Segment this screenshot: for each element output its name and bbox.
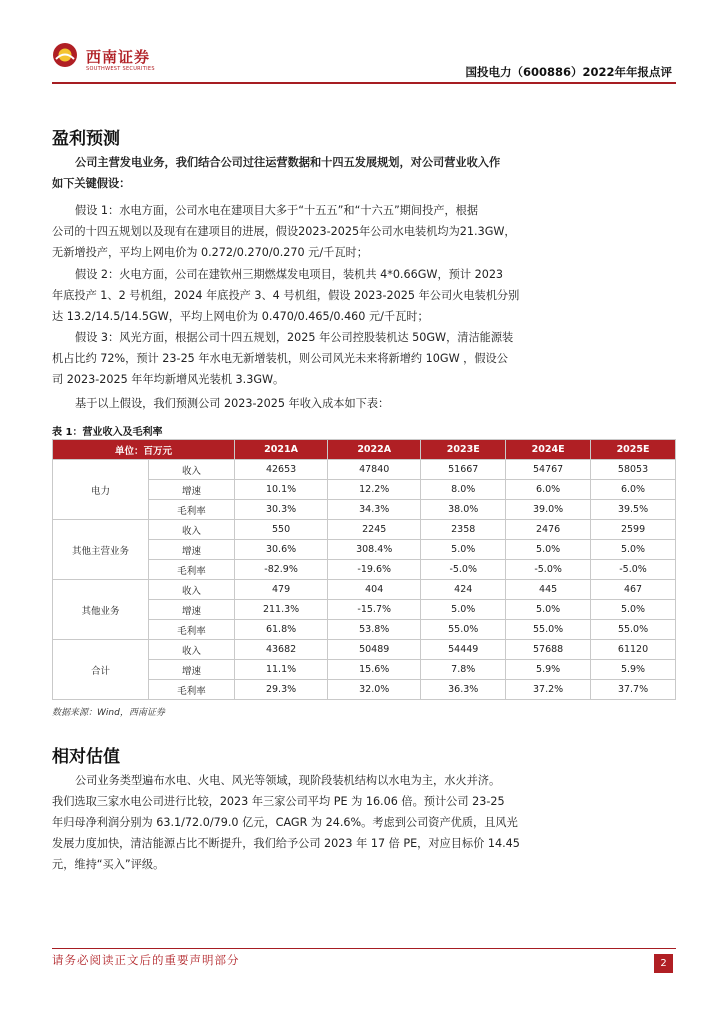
table-source: 数据来源：Wind，西南证券: [52, 708, 165, 718]
metric-name-cell: 毛利率: [149, 500, 235, 520]
metric-name-cell: 收入: [149, 520, 235, 540]
footer-disclaimer: 请务必阅读正文后的重要声明部分: [52, 953, 240, 967]
value-cell: 61.8%: [235, 620, 328, 640]
value-cell: 5.9%: [506, 660, 591, 680]
value-cell: 479: [235, 580, 328, 600]
value-cell: 47840: [328, 460, 421, 480]
value-cell: -19.6%: [328, 560, 421, 580]
value-cell: -5.0%: [591, 560, 676, 580]
revenue-margin-table: [52, 439, 676, 700]
value-cell: 50489: [328, 640, 421, 660]
footer-divider: [52, 948, 676, 949]
value-cell: 5.0%: [421, 540, 506, 560]
value-cell: 58053: [591, 460, 676, 480]
summary-line: 基于以上假设，我们预测公司 2023-2025 年收入成本如下表：: [75, 397, 390, 410]
value-cell: 30.6%: [235, 540, 328, 560]
assumption-1-line-1: 假设 1：水电方面，公司水电在建项目大多于“十五五”和“十六五”期间投产，根据: [75, 204, 479, 217]
value-cell: 37.2%: [506, 680, 591, 700]
value-cell: 57688: [506, 640, 591, 660]
summary-paragraph: [52, 393, 676, 414]
metric-name-cell: 收入: [149, 580, 235, 600]
value-cell: 6.0%: [506, 480, 591, 500]
value-cell: 211.3%: [235, 600, 328, 620]
value-cell: 2476: [506, 520, 591, 540]
value-cell: 32.0%: [328, 680, 421, 700]
value-cell: 30.3%: [235, 500, 328, 520]
value-cell: 55.0%: [591, 620, 676, 640]
value-cell: 55.0%: [506, 620, 591, 640]
value-cell: 2599: [591, 520, 676, 540]
table-row: [53, 520, 676, 540]
year-header: 2022A: [328, 440, 421, 460]
value-cell: 37.7%: [591, 680, 676, 700]
valuation-paragraph: [52, 770, 676, 875]
valuation-line-4: 发展力度加快，清洁能源占比不断提升，我们给予公司 2023 年 17 倍 PE，对应目标价 14.45: [52, 837, 520, 850]
value-cell: 36.3%: [421, 680, 506, 700]
value-cell: -5.0%: [506, 560, 591, 580]
segment-name-cell: 其他业务: [53, 580, 149, 640]
value-cell: 2245: [328, 520, 421, 540]
table-row: [53, 460, 676, 480]
value-cell: 39.0%: [506, 500, 591, 520]
unit-header: 单位：百万元: [53, 440, 235, 460]
value-cell: 467: [591, 580, 676, 600]
value-cell: 54767: [506, 460, 591, 480]
value-cell: 53.8%: [328, 620, 421, 640]
metric-name-cell: 增速: [149, 480, 235, 500]
intro-paragraph: [52, 152, 676, 194]
assumption-2-line-2: 年底投产 1、2 号机组，2024 年底投产 3、4 号机组，假设 2023-2025 年公司火电装机分别: [52, 289, 520, 302]
report-title: 国投电力（600886）2022年年报点评: [465, 65, 672, 79]
metric-name-cell: 增速: [149, 600, 235, 620]
assumption-2-line-1: 假设 2：火电方面，公司在建钦州三期燃煤发电项目，装机共 4*0.66GW，预计 2023: [75, 268, 504, 281]
header-divider: [52, 82, 676, 84]
assumption-3-line-2: 机占比约 72%，预计 23-25 年水电无新增装机，则公司风光未来将新增约 10GW ，假设公: [52, 352, 508, 365]
page-number: 2: [654, 954, 673, 973]
value-cell: 29.3%: [235, 680, 328, 700]
value-cell: 550: [235, 520, 328, 540]
page-header: [0, 0, 724, 84]
metric-name-cell: 收入: [149, 460, 235, 480]
value-cell: 5.0%: [591, 600, 676, 620]
value-cell: 15.6%: [328, 660, 421, 680]
logo-text-cn: 西南证券: [86, 48, 151, 66]
value-cell: 404: [328, 580, 421, 600]
table-row: [53, 580, 676, 600]
valuation-line-1: 公司业务类型遍布水电、火电、风光等领域，现阶段装机结构以水电为主，水火并济。: [75, 774, 501, 787]
table-header-row: [53, 440, 676, 460]
value-cell: 61120: [591, 640, 676, 660]
value-cell: 5.9%: [591, 660, 676, 680]
segment-name-cell: 合计: [53, 640, 149, 700]
value-cell: 34.3%: [328, 500, 421, 520]
assumption-1-paragraph: [52, 200, 676, 263]
company-logo-icon: [52, 42, 78, 68]
assumption-1-line-3: 无新增投产，平均上网电价为 0.272/0.270/0.270 元/千瓦时；: [52, 246, 368, 259]
metric-name-cell: 毛利率: [149, 680, 235, 700]
value-cell: 11.1%: [235, 660, 328, 680]
year-header: 2024E: [506, 440, 591, 460]
assumption-2-line-3: 达 13.2/14.5/14.5GW，平均上网电价为 0.470/0.465/0.460 元/千瓦时；: [52, 310, 429, 323]
value-cell: 5.0%: [421, 600, 506, 620]
year-header: 2025E: [591, 440, 676, 460]
assumption-1-line-2: 公司的十四五规划以及现有在建项目的进展，假设2023-2025年公司水电装机均为21.3GW，: [52, 225, 516, 238]
value-cell: 51667: [421, 460, 506, 480]
assumption-2-paragraph: [52, 264, 676, 327]
value-cell: -82.9%: [235, 560, 328, 580]
valuation-line-5: 元，维持“买入”评级。: [52, 858, 165, 871]
value-cell: 5.0%: [506, 600, 591, 620]
section-heading-valuation: 相对估值: [52, 747, 120, 767]
value-cell: 5.0%: [506, 540, 591, 560]
value-cell: 38.0%: [421, 500, 506, 520]
intro-line-1: 公司主营发电业务，我们结合公司过往运营数据和十四五发展规划，对公司营业收入作: [75, 156, 501, 169]
segment-name-cell: 电力: [53, 460, 149, 520]
intro-line-2: 如下关键假设：: [52, 177, 131, 190]
valuation-line-2: 我们选取三家水电公司进行比较，2023 年三家公司平均 PE 为 16.06 倍。预计公司 23-25: [52, 795, 505, 808]
metric-name-cell: 毛利率: [149, 560, 235, 580]
value-cell: 10.1%: [235, 480, 328, 500]
value-cell: 5.0%: [591, 540, 676, 560]
value-cell: 7.8%: [421, 660, 506, 680]
value-cell: 39.5%: [591, 500, 676, 520]
table-title: 表 1：营业收入及毛利率: [52, 427, 163, 438]
year-header: 2021A: [235, 440, 328, 460]
assumption-3-line-1: 假设 3：风光方面，根据公司十四五规划，2025 年公司控股装机达 50GW，清洁能源装: [75, 331, 514, 344]
value-cell: 12.2%: [328, 480, 421, 500]
assumption-3-line-3: 司 2023-2025 年年均新增风光装机 3.3GW。: [52, 373, 285, 386]
logo-text-en: SOUTHWEST SECURITIES: [86, 66, 155, 72]
value-cell: 43682: [235, 640, 328, 660]
value-cell: 42653: [235, 460, 328, 480]
segment-name-cell: 其他主营业务: [53, 520, 149, 580]
valuation-line-3: 年归母净利润分别为 63.1/72.0/79.0 亿元，CAGR 为 24.6%。考虑到公司资产优质，且风光: [52, 816, 518, 829]
assumption-3-paragraph: [52, 327, 676, 390]
value-cell: -15.7%: [328, 600, 421, 620]
value-cell: 2358: [421, 520, 506, 540]
metric-name-cell: 增速: [149, 540, 235, 560]
metric-name-cell: 收入: [149, 640, 235, 660]
table-row: [53, 640, 676, 660]
year-header: 2023E: [421, 440, 506, 460]
value-cell: 424: [421, 580, 506, 600]
value-cell: 55.0%: [421, 620, 506, 640]
value-cell: 308.4%: [328, 540, 421, 560]
metric-name-cell: 毛利率: [149, 620, 235, 640]
value-cell: 54449: [421, 640, 506, 660]
value-cell: 8.0%: [421, 480, 506, 500]
value-cell: 445: [506, 580, 591, 600]
metric-name-cell: 增速: [149, 660, 235, 680]
value-cell: -5.0%: [421, 560, 506, 580]
value-cell: 6.0%: [591, 480, 676, 500]
section-heading-forecast: 盈利预测: [52, 129, 120, 149]
